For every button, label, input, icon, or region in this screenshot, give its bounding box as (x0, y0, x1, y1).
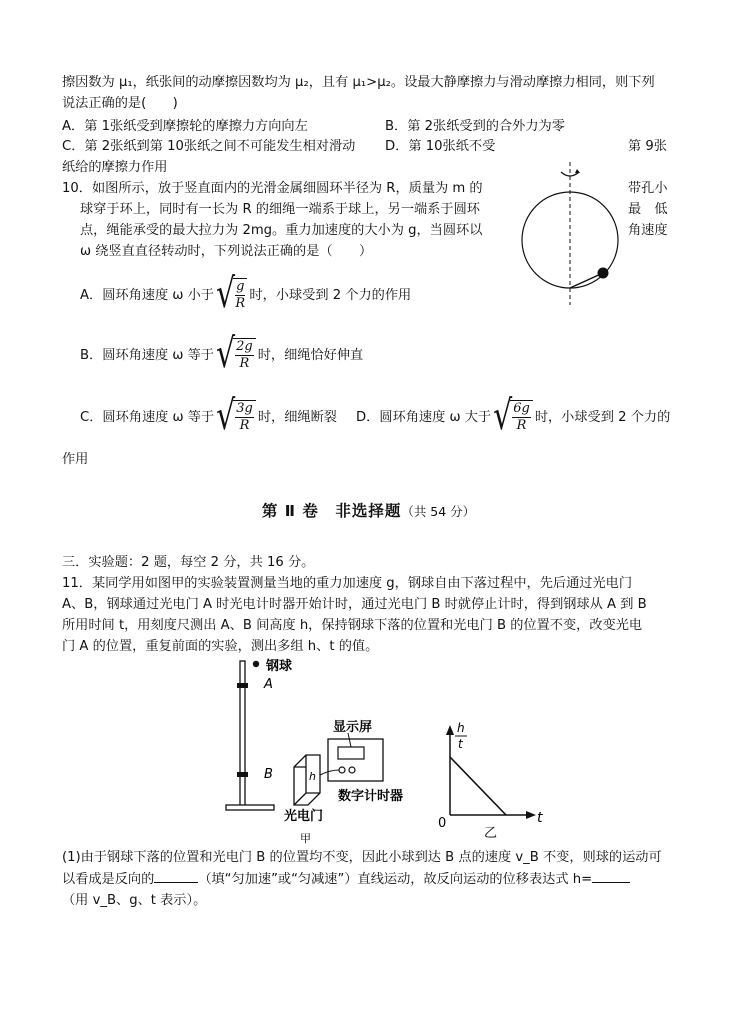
q11-line4: 门 A 的位置，重复前面的实验，测出多组 h、t 的值。 (62, 639, 379, 654)
q11-part1-line2-a: 以看成是反向的 (62, 872, 155, 887)
label-screen: 显示屏 (333, 720, 373, 735)
frac-num: 6g (513, 401, 530, 416)
label-yi: 乙 (484, 826, 498, 841)
q11-part1-line2 (62, 870, 630, 890)
q10-option-b (80, 330, 364, 378)
display-screen (338, 747, 364, 759)
steel-ball (253, 661, 259, 667)
photogate-icon (294, 755, 320, 805)
q10-line2-right: 最 低 (628, 202, 668, 217)
graph-figure (432, 715, 552, 843)
sqrt-2g-over-r: √ $\frac{2g}{R}$ (216, 338, 256, 372)
ring-figure (515, 160, 625, 310)
q10-option-c-pre: C．圆环角速度 ω 等于 (80, 410, 215, 425)
q10-line1: 10．如图所示，放于竖直面内的光滑金属细圆环半径为 R，质量为 m 的 (62, 181, 483, 196)
q10-option-c-post: 时，细绳断裂 (257, 410, 337, 425)
q10-line2: 球穿于环上，同时有一长为 R 的细绳一端系于球上，另一端系于圆环 (80, 202, 480, 217)
gate-a-clamp (237, 683, 248, 688)
sqrt-6g-over-r: √ $\frac{6g}{R}$ (493, 400, 533, 434)
label-photogate: 光电门 (284, 809, 324, 824)
q10-line1-right: 带孔小 (628, 181, 668, 196)
q11-part1-line3: （用 v_B、g、t 表示）。 (62, 893, 207, 908)
label-jia: 甲 (300, 832, 311, 845)
q11-line3: 所用时间 t，用刻度尺测出 A、B 间高度 h，保持钢球下落的位置和光电门 B 的位置不变，改变光电 (62, 618, 643, 633)
ball (598, 268, 609, 279)
q11-part1-line1: (1)由于钢球下落的位置和光电门 B 的位置均不变，因此小球到达 B 点的速度 v_B 不变，则球的运动可 (62, 850, 662, 865)
origin-label: 0 (438, 816, 447, 831)
axis-h-den: t (458, 737, 463, 751)
q9-option-d-cont: 纸给的摩擦力作用 (62, 160, 168, 175)
frac-den: R (239, 356, 250, 371)
q11-part1-line2-b: （填“匀加速”或“匀减速”）直线运动，故反向运动的位移表达式 h= (198, 872, 593, 887)
q10-line3: 点，绳能承受的最大拉力为 2mg。重力加速度的大小为 g，当圆环以 (80, 223, 483, 238)
q10-option-a-pre: A．圆环角速度 ω 小于 (80, 288, 214, 303)
q10-option-a-post: 时，小球受到 2 个力的作用 (249, 288, 412, 303)
q11-line2: A、B，钢球通过光电门 A 时光电计时器开始计时，通过光电门 B 时就停止计时，得到钢球从 A 到 B (62, 597, 647, 612)
section-2-heading (0, 499, 737, 521)
section-3-heading: 三．实验题：2 题，每空 2 分，共 16 分。 (62, 555, 315, 570)
frac-den: R (235, 296, 246, 311)
frac-num: g (236, 279, 245, 294)
data-line (450, 757, 506, 815)
section-2-subtitle: （共 54 分） (401, 504, 476, 519)
stand-base (226, 805, 274, 810)
label-gate-a: A (264, 677, 273, 692)
q9-option-b: B．第 2张纸受到的合外力为零 (385, 119, 565, 134)
apparatus-figure (220, 655, 430, 845)
frac-num: 2g (236, 339, 253, 354)
q10-option-b-post: 时，细绳恰好伸直 (257, 348, 364, 363)
q9-option-a: A．第 1张纸受到摩擦轮的摩擦力方向向左 (62, 119, 308, 134)
q10-option-c (80, 392, 337, 440)
frac-num: 3g (236, 401, 253, 416)
frac-den: R (516, 418, 527, 433)
label-timer: 数字计时器 (338, 789, 404, 804)
q9-option-d-right: 第 9张 (628, 139, 667, 154)
q9-line2: 说法正确的是( ) (62, 96, 178, 111)
sqrt-g-over-r: √ $\frac{g}{R}$ (216, 278, 247, 312)
frac-den: R (239, 418, 250, 433)
digital-timer (328, 739, 383, 781)
q10-option-b-pre: B．圆环角速度 ω 等于 (80, 348, 214, 363)
q10-option-a (80, 270, 412, 318)
q10-line4: ω 绕竖直直径转动时，下列说法正确的是（ ） (80, 244, 373, 259)
q10-option-d (356, 392, 671, 440)
q9-option-d: D．第 10张纸不受 (385, 139, 496, 154)
axis-t-label: t (537, 810, 543, 826)
answer-blank-1[interactable] (154, 882, 198, 883)
axis-h-num: h (457, 721, 465, 735)
q10-option-d-pre: D．圆环角速度 ω 大于 (356, 410, 492, 425)
q9-option-c: C．第 2张纸到第 10张纸之间不可能发生相对滑动 (62, 139, 356, 154)
stand-pole (240, 661, 245, 807)
label-gate-b: B (264, 767, 273, 782)
q9-line1: 擦因数为 μ₁，纸张间的动摩擦因数均为 μ₂，且有 μ₁>μ₂。设最大静摩擦力与滑动摩擦力相同，则下列 (62, 75, 655, 90)
answer-blank-2[interactable] (592, 882, 630, 883)
gate-b-clamp (237, 772, 248, 777)
q10-option-d-post: 时，小球受到 2 个力的 (534, 410, 671, 425)
label-h: h (309, 770, 316, 783)
sqrt-3g-over-r: √ $\frac{3g}{R}$ (216, 400, 256, 434)
q10-option-d-cont: 作用 (62, 452, 89, 467)
q10-line3-right: 角速度 (628, 223, 668, 238)
section-2-title: 第 Ⅱ 卷 非选择题 (261, 502, 402, 520)
q11-line1: 11．某同学用如图甲的实验装置测量当地的重力加速度 g，钢球自由下落过程中，先后通过光电门 (62, 576, 633, 591)
label-ball: 钢球 (266, 659, 293, 674)
